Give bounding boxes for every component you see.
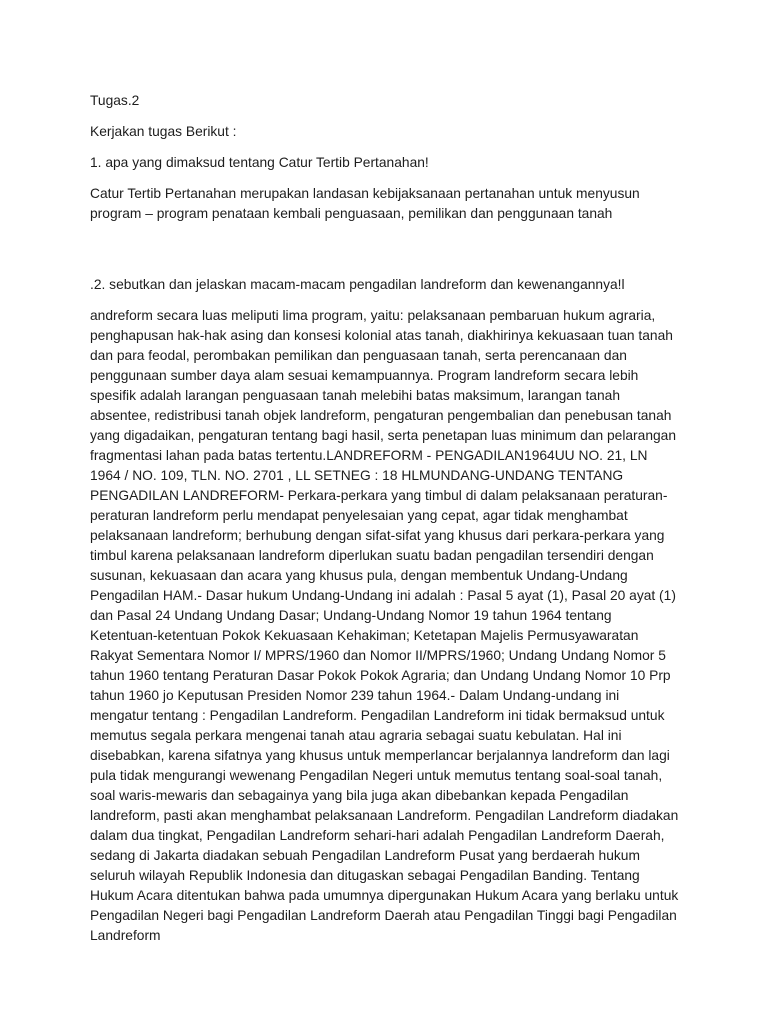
answer-one: Catur Tertib Pertanahan merupakan landasan kebijaksanaan pertanahan untuk menyusun program – program penataan kembali penguasaan, pemilikan dan penggunaan tanah: [90, 186, 640, 221]
document-body: [90, 91, 680, 957]
assignment-heading: Tugas.2: [90, 93, 140, 108]
assignment-instruction: Kerjakan tugas Berikut :: [90, 124, 237, 139]
answer-two: andreform secara luas meliputi lima program, yaitu: pelaksanaan pembaruan hukum agraria, penghapusan hak-hak asing dan konsesi kolonial atas tanah, diakhirinya kekuasaan tuan tanah dan para feodal, perombakan pemilikan dan penguasaan tanah, serta perencanaan dan penggunaan sumber daya alam sesuai kemampuannya. Program landreform secara lebih spesifik adalah larangan penguasaan tanah melebihi batas maksimum, larangan tanah absentee, redistribusi tanah objek landreform, pengaturan pengembalian dan penebusan tanah yang digadaikan, pengaturan tentang bagi hasil, serta penetapan luas minimum dan pelarangan fragmentasi lahan pada batas tertentu.LANDREFORM - PENGADILAN1964UU NO. 21, LN 1964 / NO. 109, TLN. NO. 2701 , LL SETNEG : 18 HLMUNDANG-UNDANG TENTANG PENGADILAN LANDREFORM- Perkara-perkara yang timbul di dalam pelaksanaan peraturan-peraturan landreform perlu mendapat penyelesaian yang cepat, agar tidak menghambat pelaksanaan landreform; berhubung dengan sifat-sifat yang khusus dari perkara-perkara yang timbul karena pelaksanaan landreform diperlukan suatu badan pengadilan tersendiri dengan susunan, kekuasaan dan acara yang khusus pula, dengan membentuk Undang-Undang Pengadilan HAM.- Dasar hukum Undang-Undang ini adalah : Pasal 5 ayat (1), Pasal 20 ayat (1) dan Pasal 24 Undang Undang Dasar; Undang-Undang Nomor 19 tahun 1964 tentang Ketentuan-ketentuan Pokok Kekuasaan Kehakiman; Ketetapan Majelis Permusyawaratan Rakyat Sementara Nomor I/ MPRS/1960 dan Nomor II/MPRS/1960; Undang Undang Nomor 5 tahun 1960 tentang Peraturan Dasar Pokok Pokok Agraria; dan Undang Undang Nomor 10 Prp tahun 1960 jo Keputusan Presiden Nomor 239 tahun 1964.- Dalam Undang-undang ini mengatur tentang : Pengadilan Landreform. Pengadilan Landreform ini tidak bermaksud untuk memutus segala perkara mengenai tanah atau agraria sebagai suatu kebulatan. Hal ini disebabkan, karena sifatnya yang khusus untuk memperlancar berjalannya landreform dan lagi pula tidak mengurangi wewenang Pengadilan Negeri untuk memutus tentang soal-soal tanah, soal waris-mewaris dan sebagainya yang bila juga akan dibebankan kepada Pengadilan landreform, pasti akan menghambat pelaksanaan Landreform. Pengadilan Landreform diadakan dalam dua tingkat, Pengadilan Landreform sehari-hari adalah Pengadilan Landreform Daerah, sedang di Jakarta diadakan sebuah Pengadilan Landreform Pusat yang berdaerah hukum seluruh wilayah Republik Indonesia dan ditugaskan sebagai Pengadilan Banding. Tentang Hukum Acara ditentukan bahwa pada umumnya dipergunakan Hukum Acara yang berlaku untuk Pengadilan Negeri bagi Pengadilan Landreform Daerah atau Pengadilan Tinggi bagi Pengadilan Landreform: [90, 308, 679, 943]
question-two: .2. sebutkan dan jelaskan macam-macam pengadilan landreform dan kewenangannya!l: [90, 277, 625, 292]
question-one: 1. apa yang dimaksud tentang Catur Tertib Pertanahan!: [90, 155, 429, 170]
